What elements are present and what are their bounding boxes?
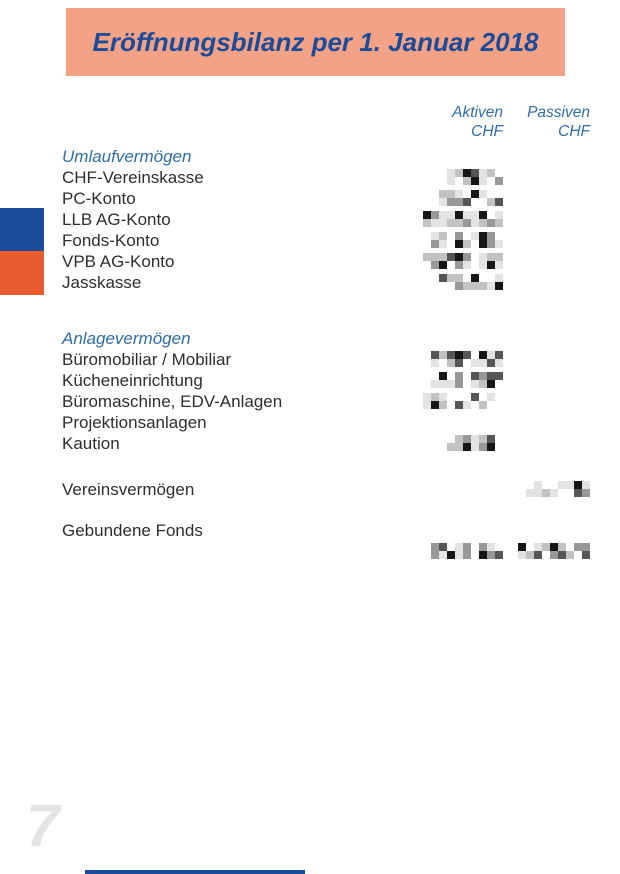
passiven-value-cell (503, 520, 590, 541)
aktiven-value-cell (413, 230, 503, 251)
section-label: Anlagevermögen (62, 329, 191, 348)
table-row (62, 167, 590, 188)
passiven-label: Passiven (527, 104, 590, 121)
aktiven-value-cell (413, 391, 503, 412)
table-row (62, 209, 590, 230)
passiven-unit: CHF (558, 123, 590, 140)
row-label: Büromobiliar / Mobiliar (62, 350, 232, 369)
column-headers (62, 103, 590, 141)
section-label: Umlaufvermögen (62, 147, 192, 166)
margin-square-blue (0, 208, 44, 251)
column-header-passiven (503, 103, 590, 141)
redacted-value (447, 435, 503, 451)
row-label: VPB AG-Konto (62, 252, 175, 271)
table-row (62, 391, 590, 412)
margin-square-orange (0, 251, 44, 295)
passiven-value-cell (503, 188, 590, 209)
aktiven-value-cell (413, 520, 503, 541)
redacted-value (518, 543, 590, 559)
row-label: Projektionsanlagen (62, 413, 207, 432)
aktiven-value-cell (413, 188, 503, 209)
title-banner (66, 8, 565, 76)
row-label: Gebundene Fonds (62, 521, 203, 540)
passiven-value-cell (503, 230, 590, 251)
aktiven-value-cell (413, 146, 503, 167)
passiven-value-cell (503, 349, 590, 370)
passiven-value-cell (503, 433, 590, 454)
row-label (62, 541, 413, 562)
passiven-value-cell (503, 146, 590, 167)
row-spacer (62, 454, 590, 479)
aktiven-value-cell (413, 433, 503, 454)
page-number: 7 (26, 792, 60, 859)
redacted-value (431, 232, 503, 248)
aktiven-value-cell (413, 541, 503, 562)
passiven-value-cell (503, 272, 590, 293)
table-row (62, 541, 590, 562)
passiven-value-cell (503, 251, 590, 272)
aktiven-value-cell (413, 167, 503, 188)
table-row (62, 412, 590, 433)
redacted-value (431, 543, 503, 559)
table-row (62, 479, 590, 500)
row-spacer (62, 500, 590, 520)
passiven-value-cell (503, 370, 590, 391)
row-label: PC-Konto (62, 189, 136, 208)
row-label: Fonds-Konto (62, 231, 160, 250)
row-label: Vereinsvermögen (62, 480, 195, 499)
table-row (62, 188, 590, 209)
row-label: LLB AG-Konto (62, 210, 171, 229)
aktiven-value-cell (413, 349, 503, 370)
table-row (62, 520, 590, 541)
passiven-value-cell (503, 167, 590, 188)
aktiven-value-cell (413, 479, 503, 500)
aktiven-value-cell (413, 412, 503, 433)
passiven-value-cell (503, 541, 590, 562)
row-label: Kaution (62, 434, 120, 453)
aktiven-value-cell (413, 251, 503, 272)
redacted-value (423, 211, 503, 227)
table-row (62, 349, 590, 370)
redacted-value (423, 393, 503, 409)
column-header-aktiven (413, 103, 503, 141)
redacted-value (423, 253, 503, 269)
aktiven-unit: CHF (471, 123, 503, 140)
table-row (62, 272, 590, 293)
row-label: Büromaschine, EDV-Anlagen (62, 392, 283, 411)
aktiven-value-cell (413, 370, 503, 391)
row-label: Jasskasse (62, 273, 142, 292)
aktiven-label: Aktiven (452, 104, 503, 121)
page-title: Eröffnungsbilanz per 1. Januar 2018 (92, 26, 539, 57)
redacted-value (431, 372, 503, 388)
row-label: CHF-Vereinskasse (62, 168, 204, 187)
passiven-value-cell (503, 391, 590, 412)
passiven-value-cell (503, 479, 590, 500)
passiven-value-cell (503, 209, 590, 230)
balance-sheet-table (62, 146, 590, 562)
aktiven-value-cell (413, 209, 503, 230)
redacted-value (526, 481, 590, 497)
table-row (62, 370, 590, 391)
passiven-value-cell (503, 412, 590, 433)
redacted-value (439, 274, 503, 290)
row-spacer (62, 293, 590, 328)
redacted-value (447, 169, 503, 185)
passiven-value-cell (503, 328, 590, 349)
table-row (62, 433, 590, 454)
row-label: Kücheneinrichtung (62, 371, 203, 390)
aktiven-value-cell (413, 328, 503, 349)
table-row (62, 230, 590, 251)
redacted-value (431, 351, 503, 367)
footer-rule (85, 870, 305, 874)
redacted-value (439, 190, 503, 206)
section-row (62, 146, 590, 167)
aktiven-value-cell (413, 272, 503, 293)
table-row (62, 251, 590, 272)
section-row (62, 328, 590, 349)
